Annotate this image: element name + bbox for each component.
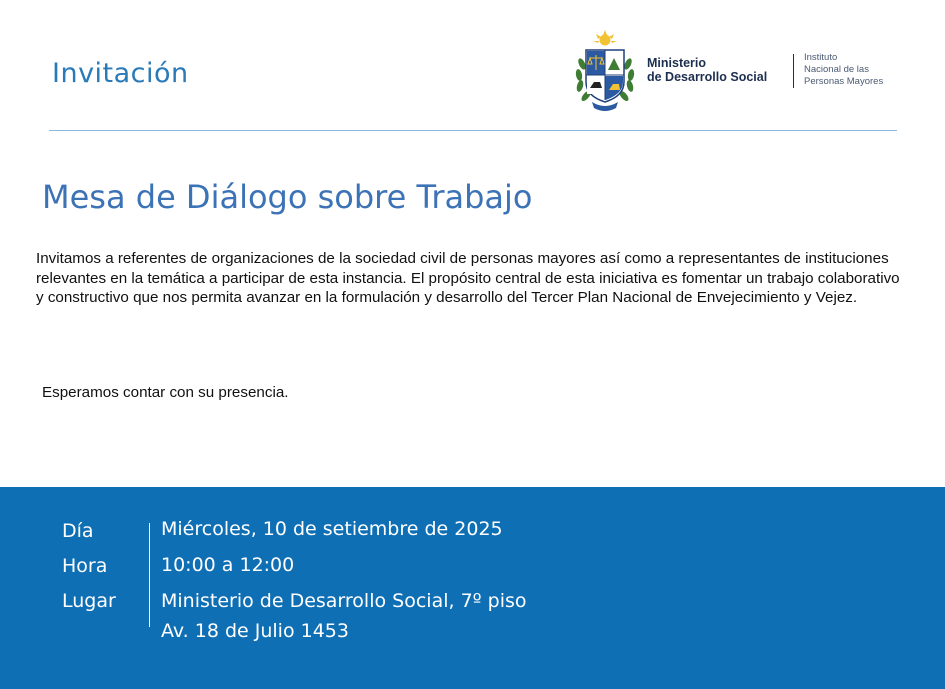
time-label: Hora	[62, 555, 108, 577]
institute-line-2: Nacional de las	[804, 64, 869, 75]
event-title: Mesa de Diálogo sobre Trabajo	[42, 178, 533, 216]
institute-line-1: Instituto	[804, 52, 838, 63]
ministry-line-2: de Desarrollo Social	[647, 70, 768, 84]
place-value-line-2: Av. 18 de Julio 1453	[161, 620, 349, 642]
page-heading: Invitación	[52, 58, 189, 89]
coat-of-arms-icon	[572, 30, 638, 112]
ministry-name	[647, 56, 767, 84]
institute-name	[804, 52, 883, 88]
place-value-line-1: Ministerio de Desarrollo Social, 7º piso	[161, 590, 527, 612]
detail-values	[161, 516, 527, 644]
time-value: 10:00 a 12:00	[161, 554, 295, 576]
ministry-line-1: Ministerio	[647, 56, 707, 70]
detail-labels	[62, 518, 116, 623]
day-label: Día	[62, 520, 94, 542]
place-label: Lugar	[62, 590, 116, 612]
mides-logo	[572, 30, 902, 112]
details-divider	[149, 523, 150, 627]
event-details-panel	[0, 487, 945, 689]
invitation-body: Invitamos a referentes de organizaciones de la sociedad civil de personas mayores así como a representantes de instituciones relevantes en la temática a participar de esta instancia. El propósito central de esta iniciativa es fomentar un trabajo colaborativo y constructivo que nos permita avanzar en la formulación y desarrollo del Tercer Plan Nacional de Envejecimiento y Vejez.	[36, 250, 900, 306]
closing-text: Esperamos contar con su presencia.	[42, 384, 289, 401]
institute-line-3: Personas Mayores	[804, 76, 884, 87]
day-value: Miércoles, 10 de setiembre de 2025	[161, 518, 503, 540]
header-divider	[49, 130, 897, 131]
logo-divider	[793, 54, 794, 88]
